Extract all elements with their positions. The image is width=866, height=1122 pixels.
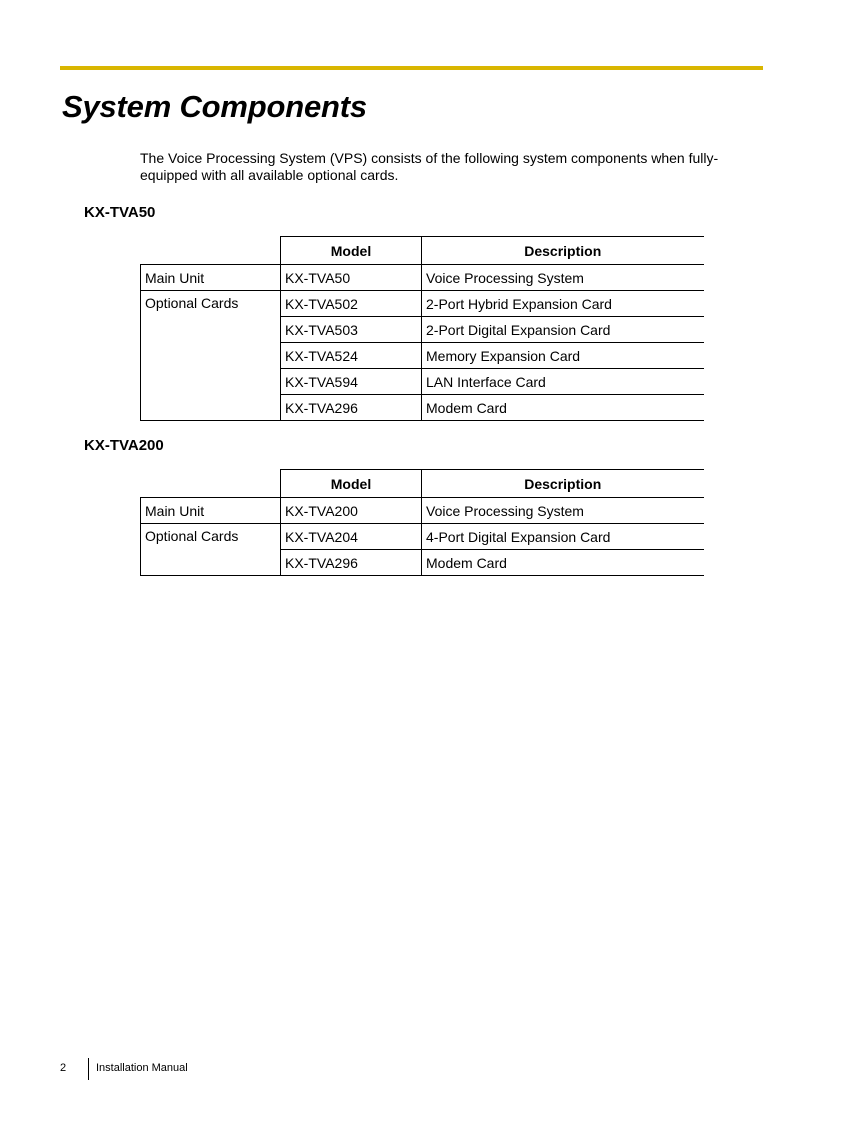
description-cell: 2-Port Digital Expansion Card — [422, 317, 704, 343]
category-cell: Optional Cards — [141, 524, 281, 576]
table-row — [141, 498, 704, 524]
header-cell-description: Description — [422, 470, 704, 498]
model-cell: KX-TVA594 — [281, 369, 422, 395]
description-cell: Voice Processing System — [422, 498, 704, 524]
page-title: System Components — [62, 89, 367, 124]
table-row — [141, 291, 704, 317]
header-cell-model: Model — [281, 237, 422, 265]
section-heading-kx-tva50: KX-TVA50 — [84, 204, 156, 221]
section-heading-kx-tva200: KX-TVA200 — [84, 437, 164, 454]
model-cell: KX-TVA204 — [281, 524, 422, 550]
model-cell: KX-TVA296 — [281, 395, 422, 421]
top-accent-rule — [60, 66, 763, 70]
category-cell: Optional Cards — [141, 291, 281, 421]
model-cell: KX-TVA502 — [281, 291, 422, 317]
model-cell: KX-TVA200 — [281, 498, 422, 524]
description-cell: 2-Port Hybrid Expansion Card — [422, 291, 704, 317]
model-cell: KX-TVA50 — [281, 265, 422, 291]
category-cell: Main Unit — [141, 265, 281, 291]
header-cell-description: Description — [422, 237, 704, 265]
components-table-kx-tva50 — [140, 236, 704, 421]
description-cell: 4-Port Digital Expansion Card — [422, 524, 704, 550]
description-cell: Modem Card — [422, 395, 704, 421]
model-cell: KX-TVA524 — [281, 343, 422, 369]
table-header-row — [141, 470, 704, 498]
header-cell-blank — [141, 237, 281, 265]
description-cell: LAN Interface Card — [422, 369, 704, 395]
model-cell: KX-TVA296 — [281, 550, 422, 576]
category-cell: Main Unit — [141, 498, 281, 524]
table-row — [141, 524, 704, 550]
table-row — [141, 265, 704, 291]
description-cell: Voice Processing System — [422, 265, 704, 291]
header-cell-blank — [141, 470, 281, 498]
page-number: 2 — [60, 1062, 67, 1074]
footer-divider — [88, 1058, 89, 1080]
components-table-kx-tva200 — [140, 469, 704, 576]
header-cell-model: Model — [281, 470, 422, 498]
model-cell: KX-TVA503 — [281, 317, 422, 343]
intro-paragraph: The Voice Processing System (VPS) consists of the following system components when fully-equipped with all available optional cards. — [140, 150, 719, 183]
table-header-row — [141, 237, 704, 265]
manual-title: Installation Manual — [96, 1062, 188, 1074]
description-cell: Memory Expansion Card — [422, 343, 704, 369]
description-cell: Modem Card — [422, 550, 704, 576]
